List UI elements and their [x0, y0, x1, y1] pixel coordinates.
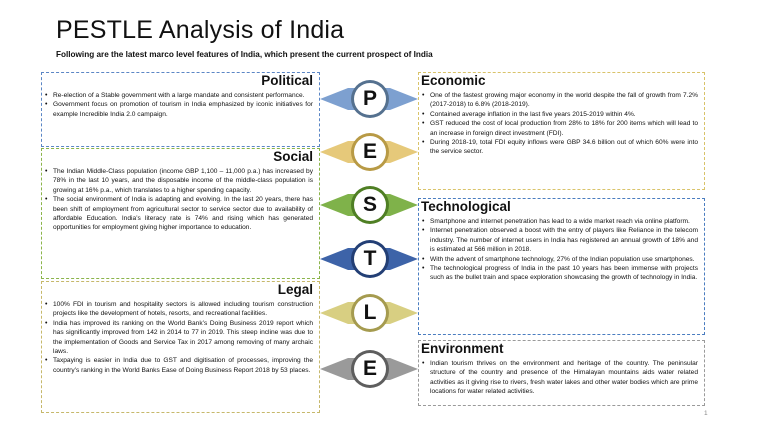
pillar-e-letter: E [362, 140, 377, 163]
list-item: • Taxpaying is easier in India due to GST and digitisation of processes, improving the country’s ranking in the World Banks Ease of Doing Business Report 2018 by 53 places. [42, 356, 319, 375]
pillar-p [318, 74, 420, 124]
list-item: • Re-election of a Stable government with a large mandate and consistent performance. [42, 91, 319, 100]
pillar-p-letter: P [362, 87, 377, 110]
pillar-e2 [318, 344, 420, 394]
pillar-e [318, 127, 420, 177]
pillar-l [318, 288, 420, 338]
list-item: • Smartphone and internet penetration has lead to a wide market reach via online platform. [419, 217, 704, 226]
list-item: • The Indian Middle-Class population (income GBP 1,100 – 11,000 p.a.) has increased by 78% in the last 10 years, and the disposable income of the middle-class population is growing at 16% p.a., which translates to a higher spending capacity. [42, 167, 319, 195]
legal-heading: Legal [277, 282, 313, 297]
technological-heading: Technological [421, 199, 511, 214]
technological-panel [418, 198, 705, 335]
list-item: • With the advent of smartphone technology, 27% of the Indian population use smartphones. [419, 255, 704, 264]
environment-heading: Environment [421, 341, 504, 356]
list-item: • Internet penetration observed a boost with the entry of players like Reliance in the telecom industry. The number of internet users in India has registered an annual growth of 18% and is estimated at 566 million in 2018. [419, 226, 704, 254]
list-item: • The social environment of India is adapting and evolving. In the last 20 years, there has been shift of employment from agricultural sector to service sector due to availability of affordable Education. India’s literacy rate is 74% and rising which has generated opportunities for employment giving higher importance to education. [42, 195, 319, 233]
pillar-t [318, 234, 420, 284]
legal-bullets [42, 300, 319, 375]
social-bullets [42, 167, 319, 233]
pillar-s [318, 180, 420, 230]
environment-bullets [419, 359, 704, 397]
political-heading: Political [261, 73, 313, 88]
list-item: • Contained average inflation in the last five years 2015-2019 within 4%. [419, 110, 704, 119]
political-bullets [42, 91, 319, 119]
list-item: • During 2018-19, total FDI equity inflows were GBP 34.6 billion out of which 60% were into the service sector. [419, 138, 704, 157]
slide-title: PESTLE Analysis of India [56, 16, 345, 44]
page-number: 1 [704, 410, 708, 417]
pillar-s-letter: S [362, 193, 377, 216]
slide-subtitle: Following are the latest marco level features of India, which present the current prospect of India [56, 50, 433, 59]
list-item: • Indian tourism thrives on the environment and heritage of the country. The peninsular structure of the country and presence of the Himalayan mountains aids water related activities as it giving rise to rivers, fresh water lakes and other water bodies which are prime locations for water related activities. [419, 359, 704, 397]
pestle-pillars [318, 74, 420, 414]
legal-panel [41, 281, 320, 413]
pillar-l-letter: L [363, 301, 377, 324]
economic-bullets [419, 91, 704, 157]
political-panel [41, 72, 320, 147]
list-item: • One of the fastest growing major economy in the world despite the fall of growth from 7.2% (2017-2018) to 6.8% (2018-2019). [419, 91, 704, 110]
list-item: • Government focus on promotion of tourism in India emphasized by iconic initiatives for example Incredible India 2.0 campaign. [42, 100, 319, 119]
pillar-e2-letter: E [362, 357, 377, 380]
list-item: • The technological progress of India in the past 10 years has been immense with projects such as the bullet train and space exploration showcasing the growth of technology in India. [419, 264, 704, 283]
social-panel [41, 148, 320, 279]
environment-panel [418, 340, 705, 406]
list-item: • 100% FDI in tourism and hospitality sectors is allowed including tourism construction projects like the development of hotels, resorts, and recreational facilities. [42, 300, 319, 319]
list-item: • GST reduced the cost of local production from 28% to 18% for 200 items which will lead to an increase in foreign direct investment (FDI). [419, 119, 704, 138]
economic-heading: Economic [421, 73, 486, 88]
pillar-t-letter: T [363, 247, 377, 270]
economic-panel [418, 72, 705, 190]
technological-bullets [419, 217, 704, 283]
list-item: • India has improved its ranking on the World Bank’s Doing Business 2019 report which has significantly improved from 142 in 2014 to 77 in 2019. This steep incline was due to the implementation of Goods and Service Tax in 2017 among removing of many archaic laws. [42, 319, 319, 357]
social-heading: Social [273, 149, 313, 164]
